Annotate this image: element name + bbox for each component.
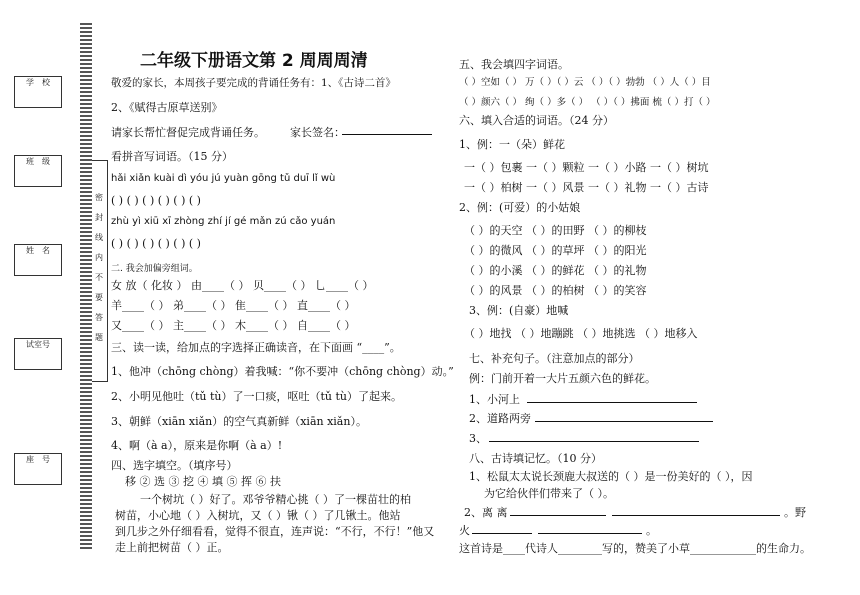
radical-row-2[interactable]: 羊____（ ） 弟____（ ） 隹____（ ） 直____（ ） [111,299,356,312]
seal-char: 不 [95,273,103,282]
section-6-heading: 六、填入合适的词语。（24 分） [459,114,614,127]
adverb-row[interactable]: （ ）地找 （ ）地蹦跳 （ ）地挑选 （ ）地移入 [464,327,698,340]
school-label: 学 校 [26,78,50,87]
answer-row-2[interactable]: ( ) ( ) ( ) ( ) ( ) ( ) [111,237,201,250]
parent-signature-label: 家长签名： [290,126,345,139]
section-8-heading: 八、古诗填记忆。（10 分） [469,452,602,465]
pronunciation-1[interactable]: 1、他冲（chōng chòng）着我喊：“你不要冲（chōng chòng）动。” [111,365,454,378]
example-1: 1、例：一（朵）鲜花 [459,138,565,151]
poem-recall-1-line-2[interactable]: 为它给伙伴们带来了（ ）。 [484,487,614,500]
choice-options: 移 ② 选 ③ 挖 ④ 填 ⑤ 挥 ⑥ 扶 [125,475,281,488]
school-field [14,76,62,108]
fill-passage-line-4[interactable]: 走上前把树苗（ ）正。 [115,541,229,554]
section-1-heading: 看拼音写词语。（15 分） [111,150,233,163]
poem-line-b[interactable] [612,515,780,516]
poem-line-c[interactable] [472,533,532,534]
exam-room-field [14,338,62,370]
supervise-note: 请家长帮忙督促完成背诵任务。 [111,126,265,139]
fill-passage-line-3[interactable]: 到几步之外仔细看看，觉得不很直，连声说：“不行，不行！”他又 [115,525,435,538]
measure-word-row-2[interactable]: 一（ ）柏树 一（ ）风景 一（ ）礼物 一（ ）古诗 [464,181,709,194]
pronunciation-2[interactable]: 2、小明见他吐（tǔ tù）了一口痰，呕吐（tǔ tù）了起来。 [111,390,403,403]
answer-row-1[interactable]: ( ) ( ) ( ) ( ) ( ) ( ) [111,194,201,207]
poem-line-a[interactable] [510,515,606,516]
sentence-2-line[interactable] [535,421,713,422]
adjective-row-3[interactable]: （ ）的小溪 （ ）的鲜花 （ ）的礼物 [464,264,647,277]
section-2-heading: 二. 我会加偏旁组词。 [111,264,198,274]
exam-room-label: 试室号 [26,340,50,349]
sentence-3-prefix: 3、 [469,432,487,445]
seal-char: 封 [95,213,103,222]
idiom-row-2[interactable]: （ ）颜六（ ） 绚（ ）多（ ） （ ）（ ）拂面 梳（ ）打（ ） [459,97,716,108]
signature-line[interactable] [342,134,432,135]
example-2: 2、例：(可爱）的小姑娘 [459,201,581,214]
pronunciation-4[interactable]: 4、啊（à a），原来是你啊（à a）! [111,439,283,452]
seal-char: 密 [95,193,103,202]
seat-field [14,453,62,485]
poem-line-d[interactable] [538,533,642,534]
seal-char: 题 [95,333,103,342]
adjective-row-1[interactable]: （ ）的天空 （ ）的田野 （ ）的柳枝 [464,224,647,237]
section-7-heading: 七、补充句子。（注意加点的部分） [469,352,640,365]
measure-word-row-1[interactable]: 一（ ）包裹 一（ ）颗粒 一（ ）小路 一（ ）树坑 [464,161,709,174]
parent-notice: 敬爱的家长，本周孩子要完成的背诵任务有：1、《古诗二首》 [111,77,396,89]
class-label: 班 级 [26,157,50,166]
adjective-row-4[interactable]: （ ）的风景 （ ）的柏树 （ ）的笑容 [464,284,647,297]
pronunciation-3[interactable]: 3、朝鲜（xiān xiǎn）的空气真新鲜（xiān xiǎn）。 [111,415,367,428]
poem-fire-end: 。 [646,524,657,537]
seal-char: 线 [95,233,103,242]
name-label: 姓 名 [26,246,50,255]
poem-recall-2-end: 。野 [784,506,806,519]
sentence-1-prefix: 1、小河上 [469,393,520,406]
radical-row-1[interactable]: 女 放（ 化妆 ） 由____（ ） 贝____（ ） 乚____（ ） [111,279,374,292]
seal-char: 要 [95,293,103,302]
sentence-2-prefix: 2、道路两旁 [469,412,531,425]
poem-author-line[interactable]: 这首诗是____代诗人________写的，赞美了小草____________的生命力。 [459,542,811,555]
binding-strip [80,22,92,549]
seat-label: 座 号 [26,455,50,464]
sentence-1-line[interactable] [527,402,697,403]
sentence-example: 例：门前开着一大片五颜六色的鲜花。 [469,372,656,385]
section-3-heading: 三、读一读，给加点的字选择正确读音，在下面画 “____”。 [111,341,401,354]
name-field [14,244,62,276]
poem-recall-1-line-1[interactable]: 1、松鼠太太说长颈鹿大叔送的（ ）是一份美好的（ ），因 [469,470,753,483]
section-4-heading: 四、选字填空。（填序号） [111,459,238,472]
radical-row-3[interactable]: 又____（ ） 主____（ ） 木____（ ） 自____（ ） [111,319,356,332]
example-3: 3、例：(自豪）地喊 [469,304,569,317]
seal-char: 内 [95,253,103,262]
sentence-3-line[interactable] [489,441,699,442]
class-field [14,155,62,187]
adjective-row-2[interactable]: （ ）的微风 （ ）的草坪 （ ）的阳光 [464,244,647,257]
pinyin-row-2: zhù yì xiū xī zhòng zhí jí gé mǎn zú cǎo yuán [111,216,336,227]
pinyin-row-1: hǎi xiǎn kuài dì yóu jú yuàn gōng tǔ duī lǐ wù [111,173,336,184]
poem-task: 2、《赋得古原草送别》 [111,101,223,114]
fill-passage-line-1[interactable]: 一个树坑（ ）好了。邓爷爷精心挑（ ）了一棵苗壮的柏 [140,493,411,506]
poem-recall-2-prefix: 2、离 离 [464,506,508,519]
idiom-row-1[interactable]: （ ）空如（ ） 万（ ）（ ）云 （ ）（ ）勃勃 （ ）人（ ）目 [459,77,711,88]
poem-fire-prefix: 火 [459,524,470,537]
fill-passage-line-2[interactable]: 树苗，小心地（ ）入树坑，又（ ）锹（ ）了几锹土。他站 [115,509,401,522]
page-title: 二年级下册语文第 2 周周周清 [140,51,368,71]
seal-char: 答 [95,313,103,322]
section-5-heading: 五、我会填四字词语。 [459,58,569,71]
